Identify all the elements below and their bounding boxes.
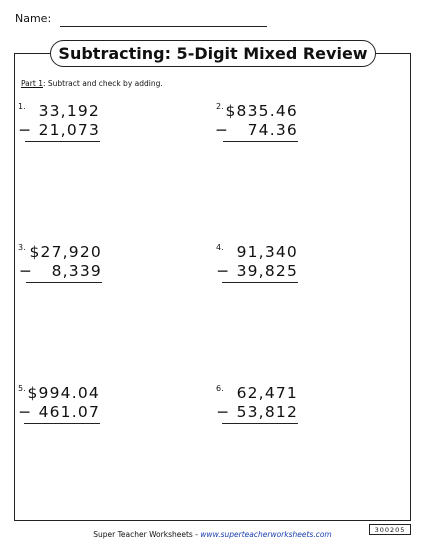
problem-number: 4. [216,243,224,252]
answer-line [222,282,298,283]
worksheet-title: Subtracting: 5-Digit Mixed Review [50,40,376,67]
problem-5 [18,384,100,426]
part-label: Part 1 [21,79,43,88]
answer-line [26,282,102,283]
footer [0,530,425,539]
problem-2 [216,102,298,144]
subtrahend: − 21,073 [18,121,100,139]
name-blank-line[interactable] [60,26,267,27]
problem-number: 6. [216,384,224,393]
problem-number: 1. [18,102,26,111]
subtrahend: − 39,825 [216,262,298,280]
minuend: 62,471 [236,384,298,402]
subtrahend: − 74.36 [215,121,298,139]
subtrahend: − 8,339 [19,262,102,280]
problem-3 [18,243,102,285]
footer-brand: Super Teacher Worksheets - [93,530,201,539]
minuend: $835.46 [225,102,298,120]
problem-6 [216,384,298,426]
answer-line [24,423,100,424]
footer-url-link[interactable]: www.superteacherworksheets.com [200,530,332,539]
problem-number: 3. [18,243,26,252]
worksheet-code: 300205 [369,524,411,535]
name-label: Name: [15,12,52,25]
subtrahend: − 53,812 [216,403,298,421]
minuend: 33,192 [38,102,100,120]
instructions-text: : Subtract and check by adding. [42,79,163,88]
answer-line [223,141,298,142]
answer-line [222,423,298,424]
instructions [21,79,163,88]
minuend: $27,920 [29,243,102,261]
problem-4 [216,243,298,285]
minuend: 91,340 [236,243,298,261]
minuend: $994.04 [27,384,100,402]
problem-number: 5. [18,384,26,393]
subtrahend: − 461.07 [18,403,100,421]
answer-line [25,141,100,142]
problem-number: 2. [216,102,224,111]
problem-1 [18,102,100,144]
